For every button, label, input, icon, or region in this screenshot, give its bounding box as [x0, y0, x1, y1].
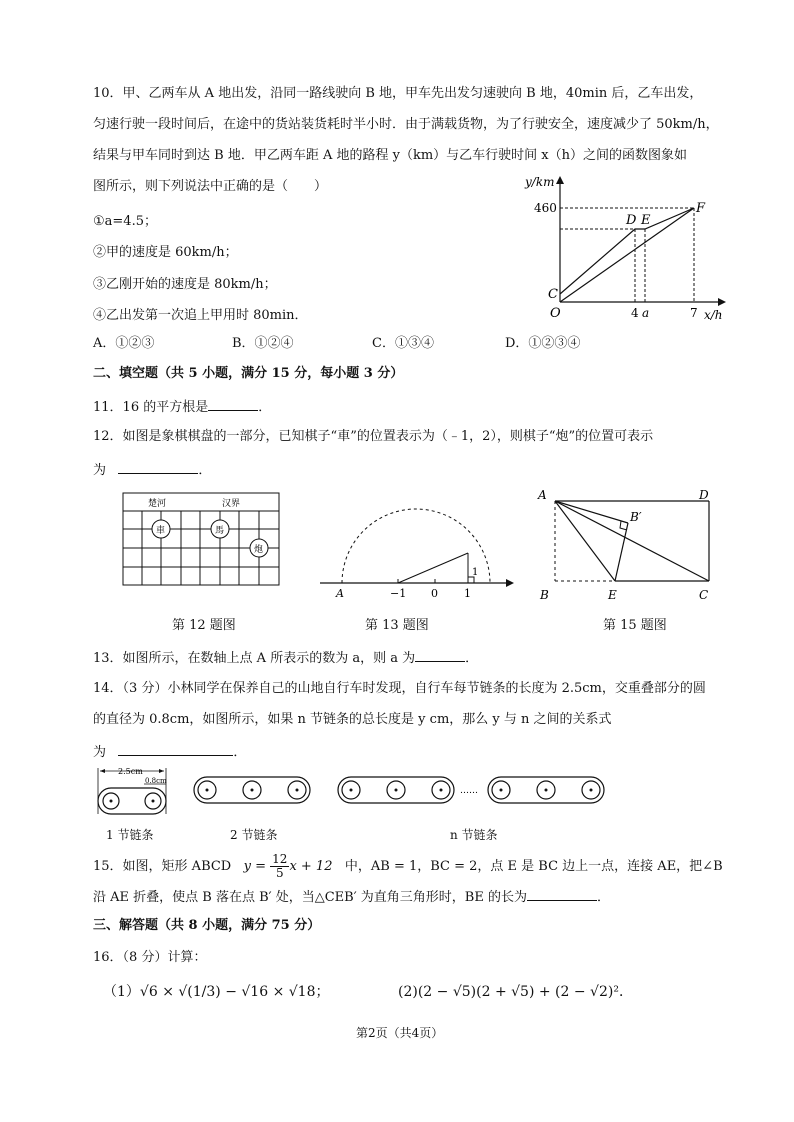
q10-option-d: D．①②③④ [505, 336, 581, 351]
page-footer: 第2页（共4页） [356, 1026, 444, 1040]
q15-line2-text: 沿 AE 折叠，使点 B 落在点 B′ 处，当△CEB′ 为直角三角形时，BE 的长为 [93, 890, 527, 905]
q10-option-b: B．①②④ [232, 336, 294, 351]
fig12-caption: 第 12 题图 [172, 618, 236, 633]
q13 [93, 647, 478, 668]
graph-label-o: O [550, 306, 561, 321]
q15-fraction [270, 853, 289, 880]
fig13-numberline [318, 505, 518, 605]
q10-line4: 图所示，则下列说法中正确的是（ ） [93, 179, 328, 194]
q14-end: ． [233, 745, 247, 760]
q10-option-c: C．①③④ [372, 336, 434, 351]
section-2-title: 二、填空题（共 5 小题，满分 15 分，每小题 3 分） [93, 366, 404, 381]
q10-option-a: A．①②③ [93, 336, 155, 351]
fig12-river-2: 汉界 [222, 499, 241, 509]
graph-xlabel: x/h [704, 308, 723, 322]
q10-line1: 10．甲、乙两车从 A 地出发，沿同一路线驶向 B 地，甲车先出发匀速驶向 B 地，40min 后，乙车出发， [93, 86, 703, 101]
fig15-label-d: D [699, 488, 709, 502]
chain-dim-0-8cm: 0.8cm [145, 777, 167, 785]
q15-fraction-num: 12 [272, 852, 288, 866]
chain-ellipsis: …… [460, 786, 478, 796]
chain-dim-2-5cm: 2.5cm [118, 767, 143, 776]
q14-chain-figure [90, 762, 620, 824]
fig13-label-unit: 1 [472, 567, 479, 578]
graph-y460: 460 [534, 201, 557, 215]
fig15-label-bprime: B′ [630, 510, 642, 524]
q13-end: ． [465, 651, 479, 666]
fig12-piece-ma: 馬 [215, 526, 225, 536]
fig13-label-a: A [336, 587, 344, 600]
q16-part1-label: （1） [103, 984, 140, 1000]
q15-fraction-den: 5 [275, 866, 284, 880]
q15-line1 [93, 852, 723, 882]
graph-label-f: F [696, 201, 706, 216]
fig12-piece-che: 車 [156, 526, 166, 536]
graph-label-e: E [641, 213, 651, 228]
q10-graph [520, 172, 730, 332]
q15-eq-tail: x + 12 [289, 859, 333, 874]
q10-statement-2: ②甲的速度是 60km/h； [93, 245, 238, 260]
q10-statement-1: ①a=4.5； [93, 214, 157, 229]
section-3-title: 三、解答题（共 8 小题，满分 75 分） [93, 918, 321, 933]
q12-line2 [93, 459, 211, 480]
graph-label-c: C [548, 287, 558, 302]
q11-end: ． [258, 400, 272, 415]
q15-blank[interactable] [527, 886, 597, 901]
q11 [93, 396, 271, 417]
fig15-label-a: A [538, 488, 547, 502]
q16-title: 16．（8 分）计算： [93, 950, 207, 965]
fig15-label-c: C [699, 588, 709, 602]
q15-end: ． [596, 890, 610, 905]
q15-line2 [93, 886, 610, 907]
fig12-piece-pao: 炮 [254, 545, 264, 555]
q15-mid: 中，AB = 1，BC = 2，点 E 是 BC 边上一点，连接 AE，把∠B [344, 859, 723, 874]
q11-blank[interactable] [208, 396, 258, 411]
fig15-rectangle [535, 485, 725, 605]
q10-line3: 结果与甲车同时到达 B 地．甲乙两车距 A 地的路程 y（km）与乙车行驶时间 x（h）之间的函数图象如 [93, 148, 687, 163]
graph-tick-4: 4 [631, 306, 639, 320]
fig12-river-1: 楚河 [148, 499, 167, 509]
chain-caption-2: 2 节链条 [230, 828, 278, 842]
fig13-label-neg1: −1 [390, 587, 407, 600]
q12-line2-text: 为 [93, 463, 107, 478]
q14-blank[interactable] [118, 741, 233, 756]
chain-caption-1: 1 节链条 [106, 828, 154, 842]
q14-line1: 14．（3 分）小林同学在保养自己的山地自行车时发现，自行车每节链条的长度为 2.5cm，交重叠部分的圆 [93, 681, 706, 696]
q14-line3 [93, 741, 246, 762]
q12-line1: 12．如图是象棋棋盘的一部分，已知棋子“車”的位置表示为（﹣1，2），则棋子“炮”的位置可表示 [93, 429, 654, 444]
q16-part1-expr: √6 × √(1/3) − √16 × √18； [139, 984, 330, 1000]
q12-blank[interactable] [118, 459, 198, 474]
q12-end: ． [198, 463, 212, 478]
q10-statement-3: ③乙刚开始的速度是 80km/h； [93, 277, 277, 292]
q10-statement-4: ④乙出发第一次追上甲用时 80min． [93, 308, 308, 323]
fig15-caption: 第 15 题图 [603, 618, 667, 633]
graph-label-d: D [626, 213, 637, 228]
fig15-label-b: B [540, 588, 549, 602]
q15-pre: 15．如图，矩形 ABCD [93, 859, 232, 874]
fig15-label-e: E [608, 588, 617, 602]
fig13-label-1: 1 [464, 587, 471, 600]
q16-part2: (2)(2 − √5)(2 + √5) + (2 − √2)²． [398, 984, 633, 1000]
graph-tick-a: a [642, 306, 650, 320]
q10-line2: 匀速行驶一段时间后，在途中的货站装货耗时半小时．由于满载货物，为了行驶安全，速度减少了 50km/h， [93, 117, 719, 132]
fig12-chessboard [122, 492, 282, 592]
graph-ylabel: y/km [525, 175, 555, 189]
q15-eq-y: y = [243, 859, 267, 874]
chain-caption-n: n 节链条 [450, 828, 498, 842]
q13-text: 13．如图所示，在数轴上点 A 所表示的数为 a，则 a 为 [93, 651, 416, 666]
fig13-caption: 第 13 题图 [365, 618, 429, 633]
q13-blank[interactable] [415, 647, 465, 662]
q16-part1 [103, 983, 330, 1001]
q11-text: 11．16 的平方根是 [93, 400, 209, 415]
q14-line3-text: 为 [93, 745, 107, 760]
graph-tick-7: 7 [690, 306, 698, 320]
q14-line2: 的直径为 0.8cm，如图所示，如果 n 节链条的总长度是 y cm，那么 y 与 n 之间的关系式 [93, 712, 612, 727]
fig13-label-0: 0 [431, 587, 438, 600]
